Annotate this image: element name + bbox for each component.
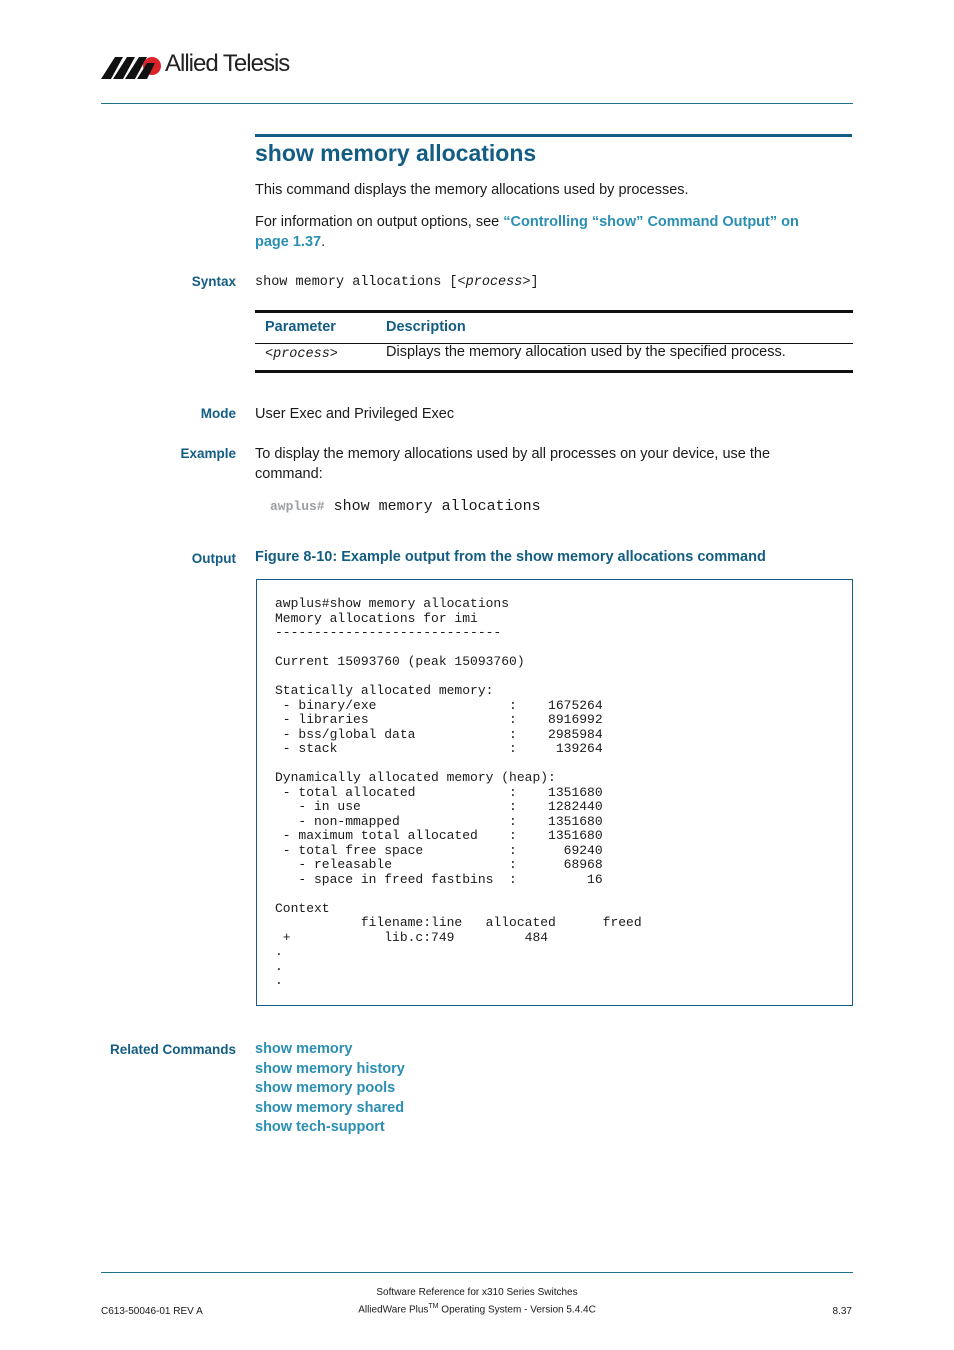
- syntax-label: Syntax: [191, 274, 236, 289]
- page-title: show memory allocations: [255, 140, 537, 166]
- info-suffix: .: [321, 234, 326, 250]
- table-bottom-rule: [255, 370, 853, 373]
- table-header-parameter: Parameter: [265, 319, 336, 335]
- command-text: show memory allocations: [333, 498, 541, 515]
- table-top-rule: [255, 310, 853, 313]
- logo-mark-icon: [101, 55, 163, 79]
- footer-title-line1: Software Reference for x310 Series Switches: [376, 1287, 578, 1298]
- info-prefix: For information on output options, see: [255, 214, 504, 230]
- table-cell-parameter: <process>: [265, 347, 338, 362]
- related-link-show-memory[interactable]: show memory: [255, 1041, 353, 1057]
- info-paragraph: [255, 212, 855, 252]
- footer-rule: [101, 1272, 853, 1273]
- example-command: [270, 498, 541, 515]
- footer-page-number: 8.37: [832, 1306, 852, 1317]
- parameter-table: [255, 310, 853, 362]
- title-bar: [255, 134, 852, 137]
- related-label: Related Commands: [109, 1042, 236, 1057]
- related-link-show-memory-pools[interactable]: show memory pools: [255, 1080, 396, 1096]
- example-text: To display the memory allocations used by all processes on your device, use the command:: [255, 446, 771, 482]
- related-link-show-tech-support[interactable]: show tech-support: [255, 1119, 385, 1135]
- figure-title: Figure 8-10: Example output from the show memory allocations command: [255, 549, 766, 565]
- output-box: [256, 579, 853, 1006]
- company-logo: [101, 50, 301, 82]
- syntax-command: show memory allocations [<process>]: [255, 275, 539, 290]
- footer-doc-id: C613-50046-01 REV A: [101, 1306, 203, 1317]
- table-header-description: Description: [386, 319, 466, 335]
- table-cell-description: Displays the memory allocation used by the specified process.: [386, 344, 786, 360]
- mode-text: User Exec and Privileged Exec: [255, 406, 455, 422]
- example-label: Example: [180, 446, 236, 461]
- related-commands-list: [255, 1040, 405, 1138]
- info-link[interactable]: “Controlling “show” Command Output” on page 1.37: [255, 214, 799, 250]
- mode-label: Mode: [200, 406, 236, 421]
- footer-title-line2: AlliedWare Plus™ Operating System - Version 5.4.4C: [358, 1303, 596, 1316]
- output-text: awplus#show memory allocations Memory allocations for imi ----------------------------- Current 15093760 (peak 15093760) Statically allocated memory: - binary/exe : 1675264 - libraries : 8916992 - bss/global data : 2985984 - stack : 139264 Dynamically allocated memory (heap): - total allocated : 1351680 - in use : 1282440 - non-mmapped : 1351680 - maximum total allocated : 1351680 - total free space : 69240 - releasable : 68968 - space in freed fastbins : 16 Context filename:line allocated freed + lib.c:749 484 . . .: [275, 596, 642, 988]
- header-rule: [101, 103, 853, 104]
- command-prompt: awplus#: [270, 499, 325, 514]
- related-link-show-memory-shared[interactable]: show memory shared: [255, 1099, 405, 1116]
- related-link-show-memory-history[interactable]: show memory history: [255, 1060, 405, 1077]
- logo-wordmark: Allied Telesis: [165, 50, 290, 77]
- intro-text: This command displays the memory allocations used by processes.: [255, 182, 689, 198]
- output-label: Output: [191, 551, 236, 566]
